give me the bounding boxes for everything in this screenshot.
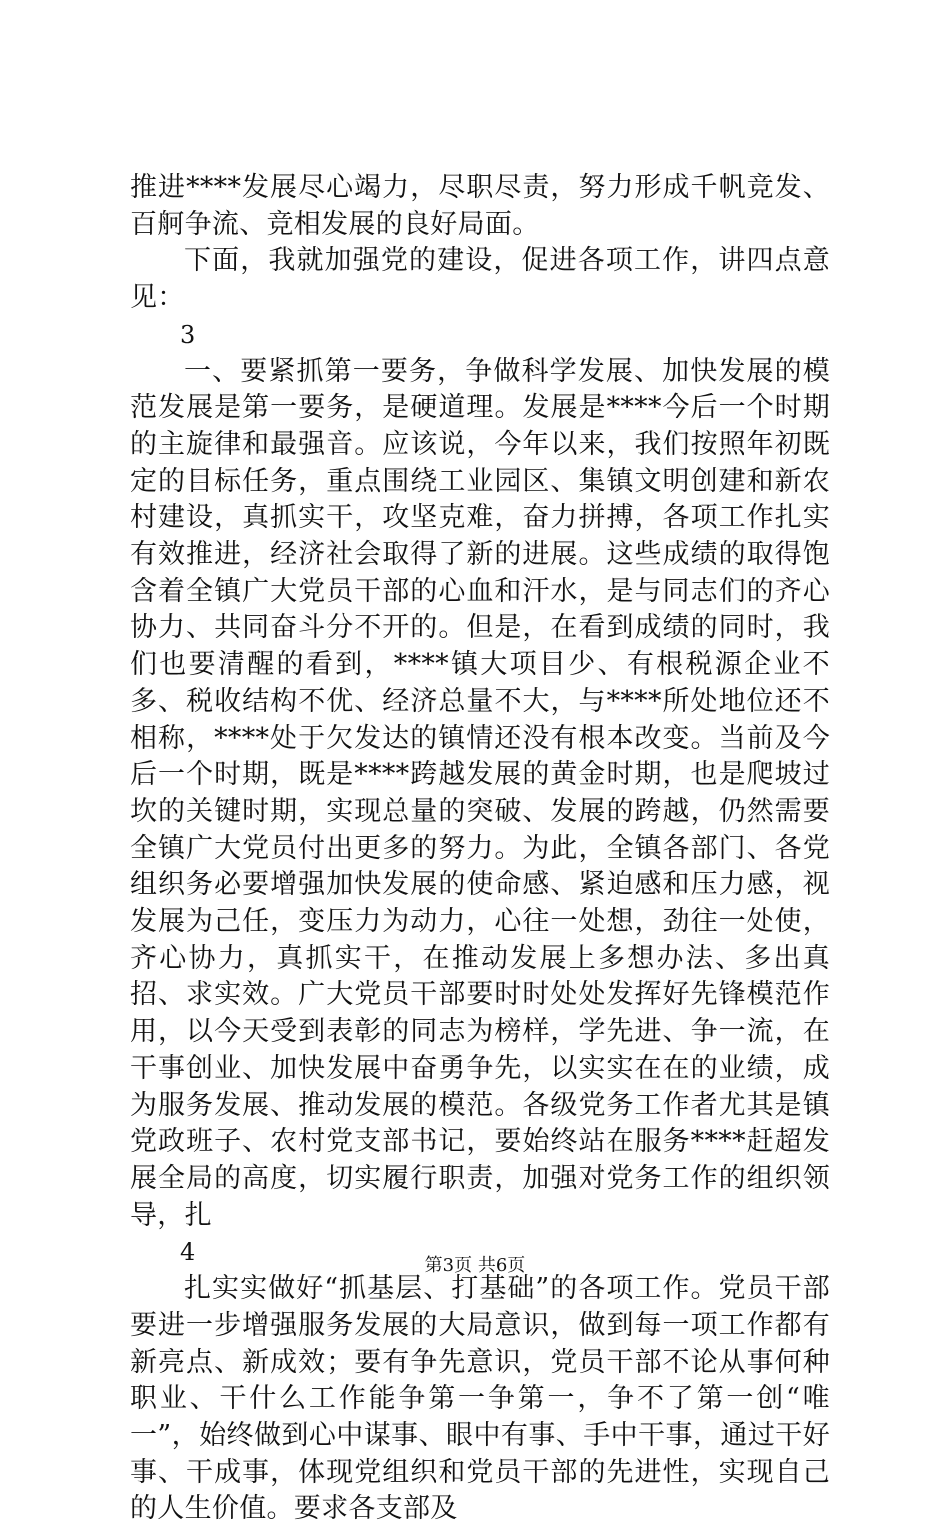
- page-marker: 4: [180, 1238, 196, 1267]
- paragraph-section-one: 一、要紧抓第一要务，争做科学发展、加快发展的模范发展是第一要务，是硬道理。发展是****今后一个时期的主旋律和最强音。应该说，今年以来，我们按照年初既定的目标任务，重点围绕工业园区、集镇文明创建和新农村建设，真抓实干，攻坚克难，奋力拼搏，各项工作扎实有效推进，经济社会取得了新的进展。这些成绩的取得饱含着全镇广大党员干部的心血和汗水，是与同志们的齐心协力、共同奋斗分不开的。但是，在看到成绩的同时，我们也要清醒的看到，****镇大项目少、有根税源企业不多、税收结构不优、经济总量不大，与****所处地位还不相称，****处于欠发达的镇情还没有根本改变。当前及今后一个时期，既是****跨越发展的黄金时期，也是爬坡过坎的关键时期，实现总量的突破、发展的跨越，仍然需要全镇广大党员付出更多的努力。为此，全镇各部门、各党组织务必要增强加快发展的使命感、紧迫感和压力感，视发展为己任，变压力为动力，心往一处想，劲往一处使，齐心协力，真抓实干，在推动发展上多想办法、多出真招、求实效。广大党员干部要时时处处发挥好先锋模范作用，以今天受到表彰的同志为榜样，学先进、争一流，在干事创业、加快发展中奋勇争先，以实实在在的业绩，成为服务发展、推动发展的模范。各级党务工作者尤其是镇党政班子、农村党支部书记，要始终站在服务****赶超发展全局的高度，切实履行职责，加强对党务工作的组织领导，扎: [130, 355, 830, 1231]
- paragraph-intro: 下面，我就加强党的建设，促进各项工作，讲四点意见：: [130, 245, 830, 314]
- page-footer: 第3页 共6页: [424, 1255, 526, 1276]
- page-marker: 3: [180, 320, 196, 349]
- paragraph-continued: 推进****发展尽心竭力，尽职尽责，努力形成千帆竞发、百舸争流、竞相发展的良好局面。: [130, 172, 830, 240]
- document-body: [130, 170, 830, 1528]
- paragraph-continued-next: 扎实实做好“抓基层、打基础”的各项工作。党员干部要进一步增强服务发展的大局意识，做到每一项工作都有新亮点、新成效；要有争先意识，党员干部不论从事何种职业、干什么工作能争第一争第一，争不了第一创“唯一”，始终做到心中谋事、眼中有事、手中干事，通过干好事、干成事，体现党组织和党员干部的先进性，实现自己的人生价值。要求各支部及: [130, 1273, 830, 1525]
